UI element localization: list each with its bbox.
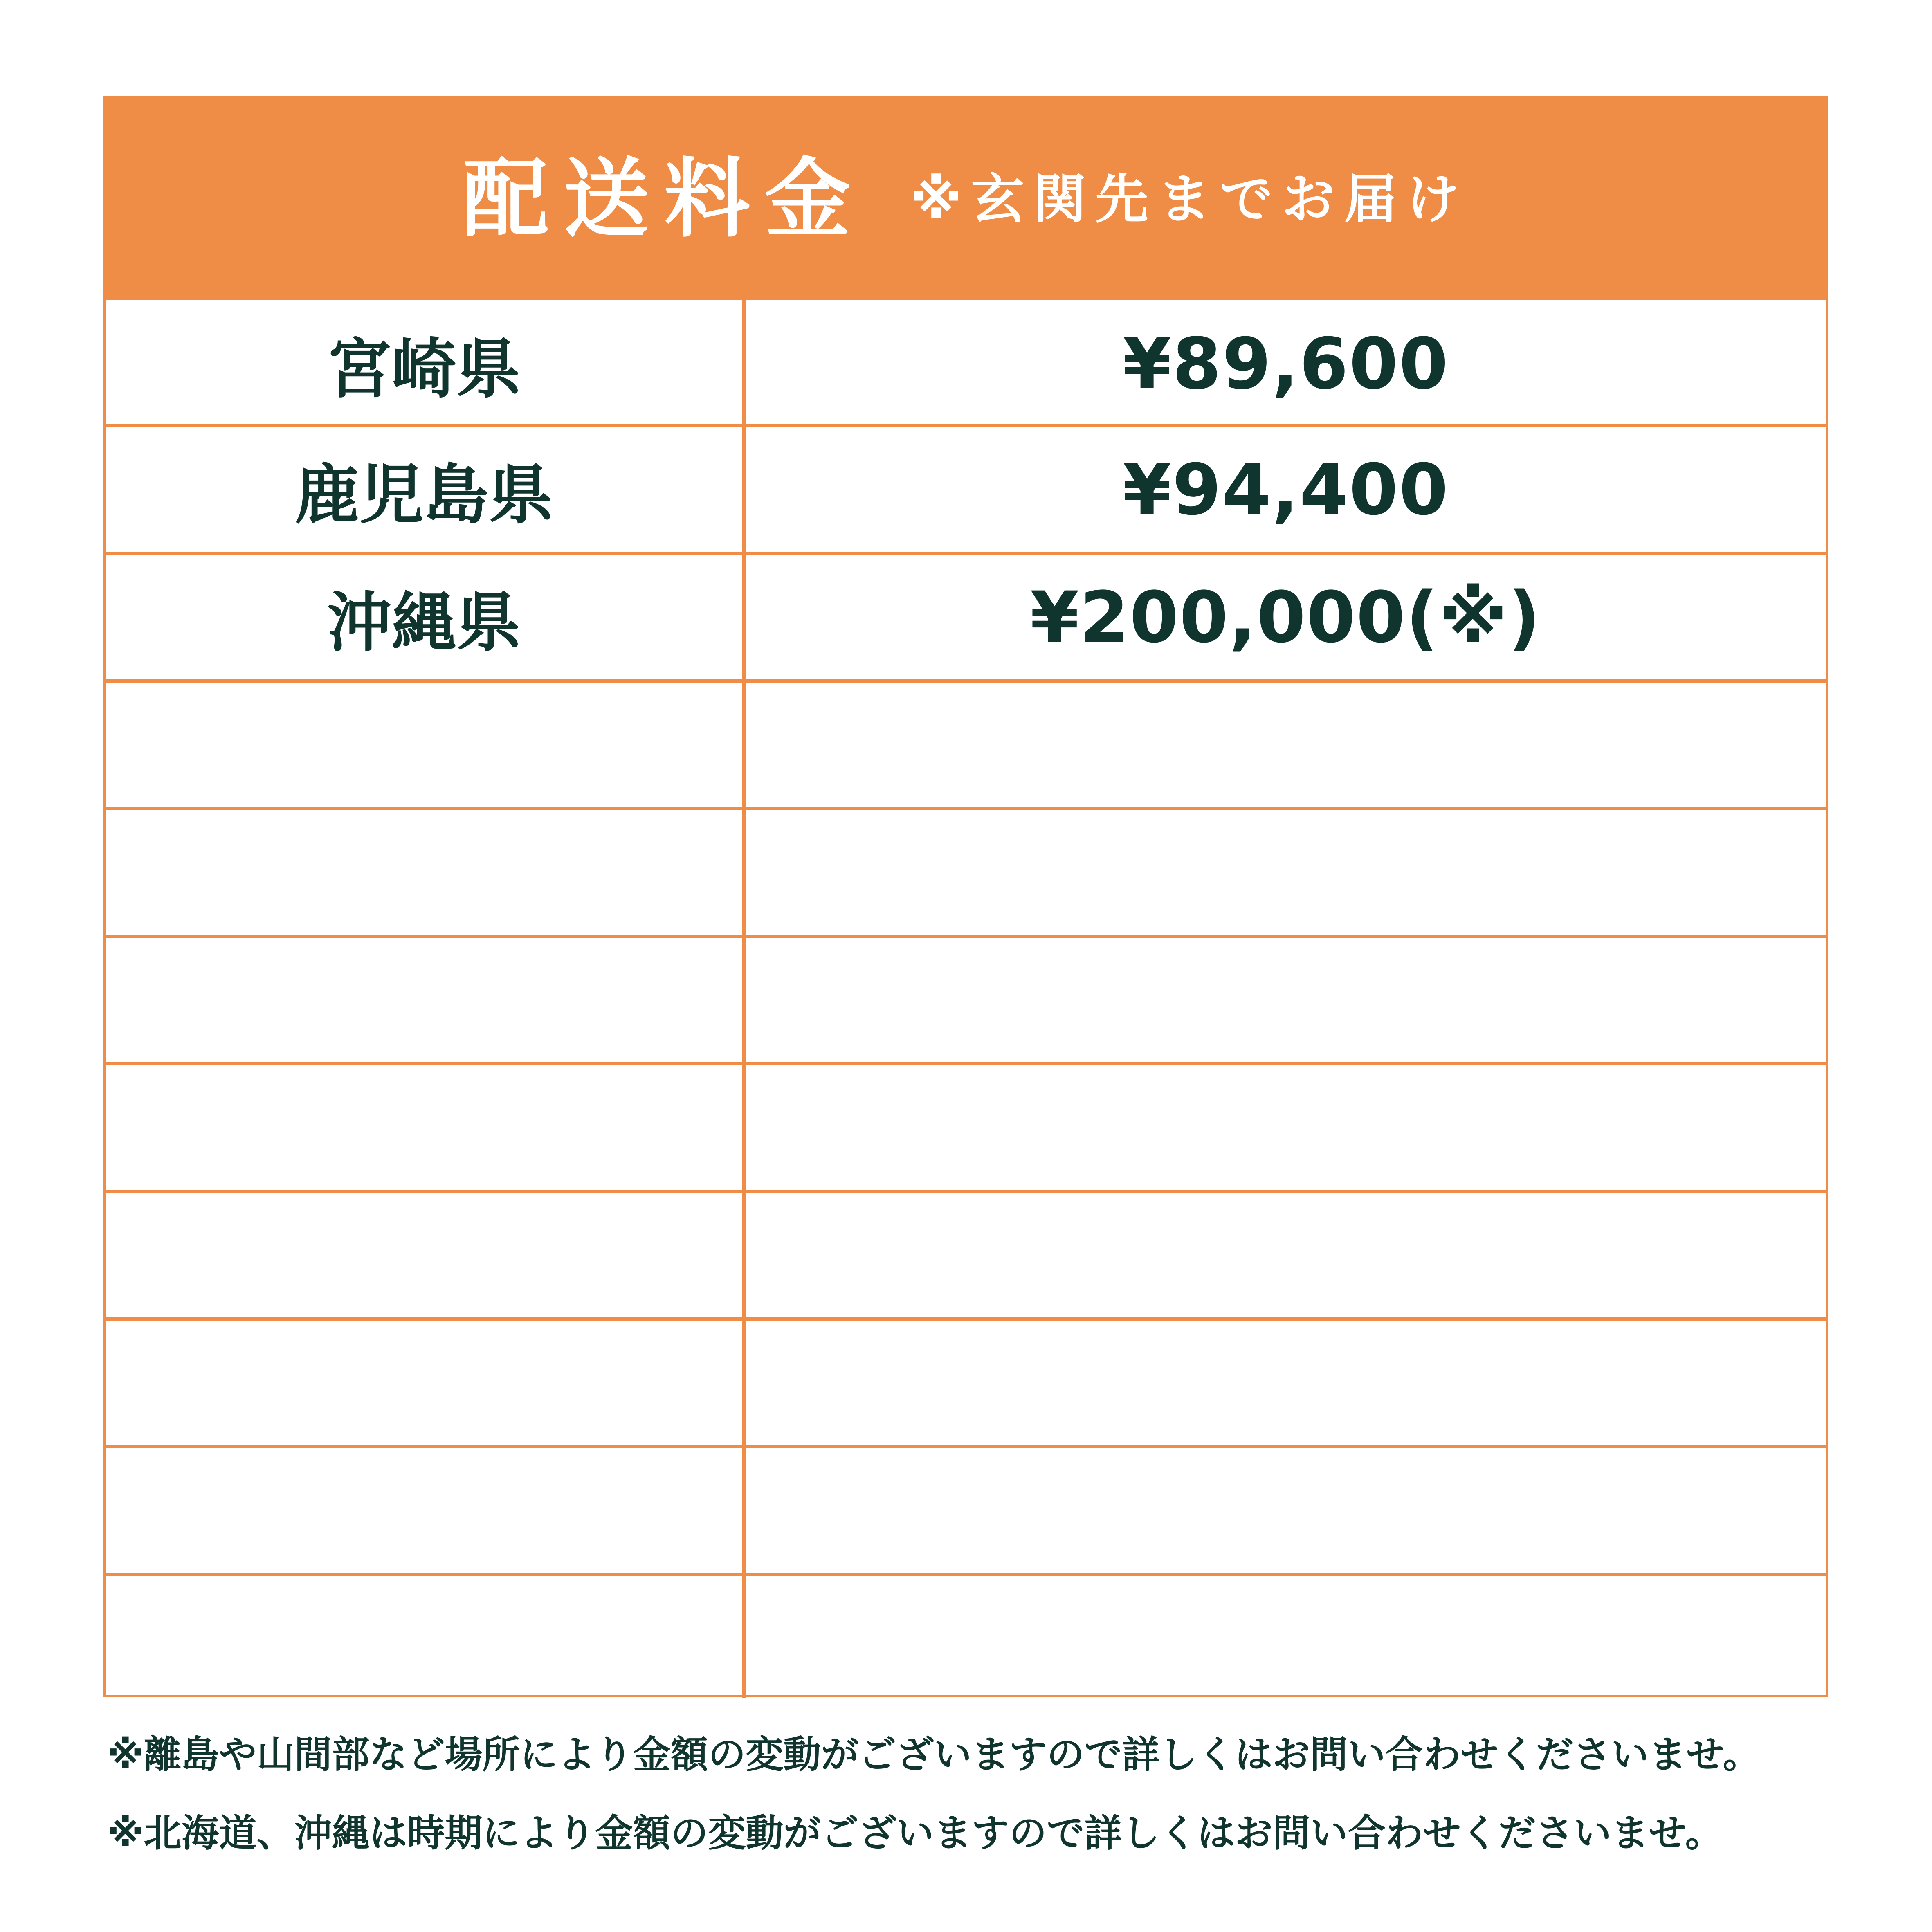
table-row	[106, 1317, 1826, 1445]
region-cell	[106, 1065, 746, 1190]
price-cell: ¥94,400	[1122, 448, 1449, 531]
table-row	[106, 1573, 1826, 1698]
region-cell	[106, 683, 746, 807]
price-cell: ¥200,000(※)	[1030, 576, 1541, 658]
price-cell: ¥89,600	[1122, 322, 1449, 405]
region-cell: 宮崎県	[106, 300, 746, 427]
price-cell	[746, 1321, 1826, 1445]
price-cell	[746, 1065, 1826, 1190]
footnote: ※離島や山間部など場所により金額の変動がございますので詳しくはお問い合わせくださいませ。	[107, 1733, 1761, 1777]
table-row	[106, 935, 1826, 1062]
table-header	[106, 99, 1826, 300]
price-cell	[746, 1448, 1826, 1573]
price-cell	[746, 810, 1826, 935]
table-row	[106, 1190, 1826, 1317]
region-cell	[106, 938, 746, 1062]
price-cell	[746, 1576, 1826, 1698]
region-cell	[106, 810, 746, 935]
footnote: ※北海道、沖縄は時期により金額の変動がございますので詳しくはお問い合わせくださいませ。	[107, 1811, 1723, 1855]
table-row	[106, 552, 1826, 679]
price-cell	[746, 683, 1826, 807]
header-title: 配送料金	[463, 149, 865, 249]
region-cell: 鹿児島県	[106, 427, 746, 552]
table-body	[106, 300, 1826, 1695]
region-cell	[106, 1193, 746, 1317]
table-row	[106, 807, 1826, 935]
price-cell	[746, 938, 1826, 1062]
region-cell	[106, 1576, 746, 1698]
table-row	[106, 424, 1826, 552]
price-cell	[746, 1193, 1826, 1317]
region-cell: 沖縄県	[106, 555, 746, 679]
region-cell	[106, 1321, 746, 1445]
shipping-fee-table	[103, 96, 1828, 1697]
header-note: ※玄関先までお届け	[910, 168, 1469, 230]
table-row	[106, 300, 1826, 427]
table-row	[106, 679, 1826, 807]
table-row	[106, 1445, 1826, 1573]
table-row	[106, 1062, 1826, 1190]
footnotes	[107, 1733, 1761, 1893]
region-cell	[106, 1448, 746, 1573]
